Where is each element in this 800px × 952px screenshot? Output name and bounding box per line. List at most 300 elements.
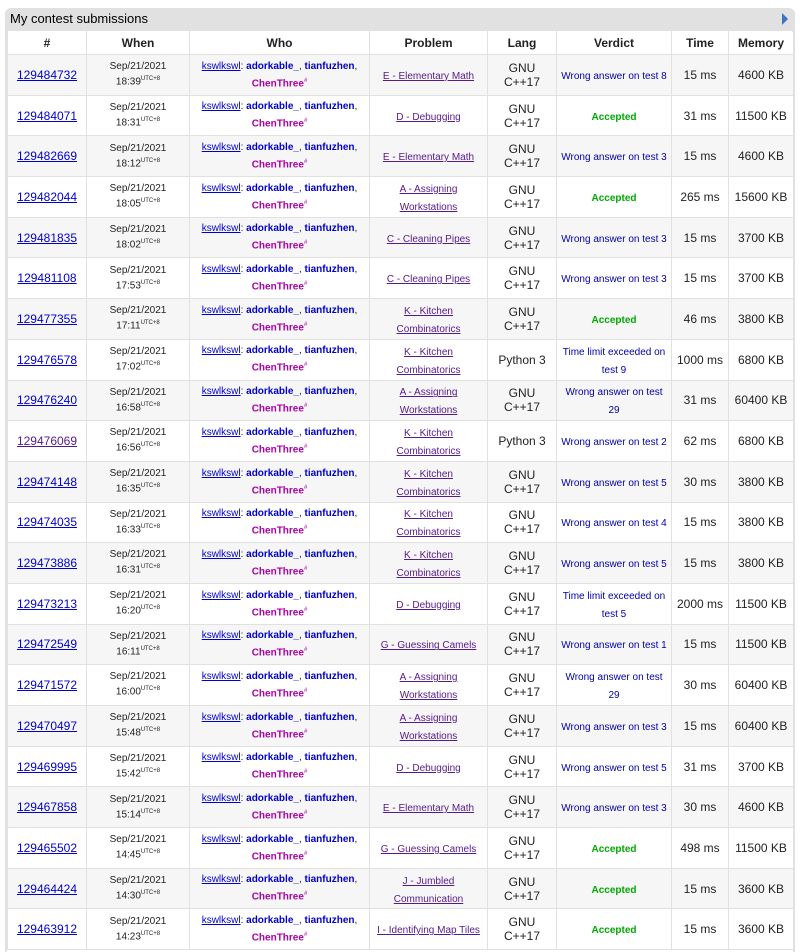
cell-when xyxy=(87,421,190,462)
cell-problem xyxy=(370,665,488,706)
cell-problem xyxy=(370,421,488,462)
team-name-link[interactable]: kswlkswl xyxy=(201,508,241,520)
verdict-text[interactable]: Accepted xyxy=(591,111,637,123)
member-link-2[interactable]: tianfuzhen xyxy=(304,670,355,682)
verdict-text[interactable]: Wrong answer on test 3 xyxy=(561,152,667,164)
member-link-3[interactable]: ChenThree xyxy=(251,281,304,293)
panel-title: My contest submissions xyxy=(10,11,148,26)
submission-time: 14:23 xyxy=(115,930,141,942)
cell-when xyxy=(87,258,190,299)
team-name-link[interactable]: kswlkswl xyxy=(201,182,241,194)
verdict-text[interactable]: Wrong answer on test 2 xyxy=(561,437,667,449)
cell-lang: GNU C++17 xyxy=(488,828,557,869)
cell-when xyxy=(87,95,190,136)
cell-when xyxy=(87,55,190,96)
member-link-3[interactable]: ChenThree xyxy=(251,118,304,130)
cell-who: kswlkswl: adorkable_, tianfuzhen, ChenThree# xyxy=(190,258,370,299)
table-row xyxy=(8,583,794,624)
member-link-3[interactable]: ChenThree xyxy=(251,729,304,740)
verdict-text[interactable]: Accepted xyxy=(591,925,637,937)
member-link-2[interactable]: tianfuzhen xyxy=(304,304,355,316)
cell-when xyxy=(87,380,190,421)
cell-id xyxy=(8,583,87,624)
verdict-text[interactable]: Wrong answer on test 29 xyxy=(565,672,663,702)
submission-time: 16:11 xyxy=(116,646,141,658)
table-row xyxy=(8,55,794,96)
member-link-1[interactable]: adorkable_ xyxy=(246,386,299,398)
cell-verdict xyxy=(557,177,672,218)
cell-when xyxy=(87,787,190,828)
member-link-1[interactable]: adorkable_ xyxy=(246,182,299,194)
member-link-1[interactable]: adorkable_ xyxy=(246,426,299,438)
member-link-2[interactable]: tianfuzhen xyxy=(304,548,355,560)
team-name-link[interactable]: kswlkswl xyxy=(201,711,241,723)
utc-label: UTC+8 xyxy=(140,930,161,937)
cell-problem xyxy=(370,502,488,543)
submission-id-link[interactable]: 129464424 xyxy=(16,881,78,896)
cell-lang: GNU C++17 xyxy=(488,543,557,584)
col-header-time: Time xyxy=(672,31,729,55)
cell-problem xyxy=(370,746,488,787)
problem-link[interactable]: A - Assigning Workstations xyxy=(399,183,458,213)
member-link-3[interactable]: ChenThree xyxy=(251,78,304,89)
member-link-1[interactable]: adorkable_ xyxy=(246,793,299,805)
submission-time: 16:35 xyxy=(115,483,141,495)
member-link-2[interactable]: tianfuzhen xyxy=(304,711,355,723)
member-link-1[interactable]: adorkable_ xyxy=(246,711,299,723)
submission-date: Sep/21/2021 xyxy=(109,834,167,846)
problem-link[interactable]: D - Debugging xyxy=(396,762,461,774)
cell-time: 30 ms xyxy=(672,461,729,502)
member-link-3[interactable]: ChenThree xyxy=(251,403,304,415)
table-row xyxy=(8,380,794,421)
cell-who: kswlkswl: adorkable_, tianfuzhen, ChenThree# xyxy=(190,665,370,706)
member-link-3[interactable]: ChenThree xyxy=(251,647,304,659)
verdict-text[interactable]: Wrong answer on test 29 xyxy=(565,387,663,417)
submission-time: 17:53 xyxy=(115,279,141,291)
team-name-link[interactable]: kswlkswl xyxy=(201,304,241,316)
member-link-2[interactable]: tianfuzhen xyxy=(304,345,355,357)
member-link-1[interactable]: adorkable_ xyxy=(246,874,299,886)
member-link-1[interactable]: adorkable_ xyxy=(246,60,299,72)
cell-time: 31 ms xyxy=(672,95,729,136)
table-row xyxy=(8,787,794,828)
member-link-2[interactable]: tianfuzhen xyxy=(304,264,355,276)
problem-link[interactable]: A - Assigning Workstations xyxy=(399,387,458,417)
submission-date: Sep/21/2021 xyxy=(109,752,167,764)
cell-problem xyxy=(370,299,488,340)
member-link-2[interactable]: tianfuzhen xyxy=(304,142,355,154)
team-name-link[interactable]: kswlkswl xyxy=(201,589,241,601)
verdict-text[interactable]: Wrong answer on test 3 xyxy=(561,803,667,815)
member-link-1[interactable]: adorkable_ xyxy=(246,467,299,479)
member-link-3[interactable]: ChenThree xyxy=(251,484,304,496)
cell-when xyxy=(87,828,190,869)
cell-time: 15 ms xyxy=(672,258,729,299)
member-link-2[interactable]: tianfuzhen xyxy=(304,101,355,113)
member-link-1[interactable]: adorkable_ xyxy=(246,101,299,113)
cell-problem xyxy=(370,177,488,218)
team-name-link[interactable]: kswlkswl xyxy=(201,752,241,764)
cell-problem xyxy=(370,624,488,665)
team-name-link[interactable]: kswlkswl xyxy=(201,467,241,479)
cell-id xyxy=(8,665,87,706)
cell-problem xyxy=(370,583,488,624)
cell-verdict xyxy=(557,909,672,950)
submission-id-link[interactable]: 129473213 xyxy=(16,596,78,611)
cell-when xyxy=(87,909,190,950)
team-name-link[interactable]: kswlkswl xyxy=(201,60,241,72)
member-link-2[interactable]: tianfuzhen xyxy=(304,589,355,601)
member-mark: # xyxy=(303,118,308,125)
team-name-link[interactable]: kswlkswl xyxy=(201,630,241,642)
submission-id-link[interactable]: 129463912 xyxy=(16,922,78,937)
submission-date: Sep/21/2021 xyxy=(109,549,167,561)
table-row xyxy=(8,746,794,787)
member-mark: # xyxy=(303,728,308,735)
cell-when xyxy=(87,217,190,258)
cell-lang: GNU C++17 xyxy=(488,868,557,909)
problem-link[interactable]: G - Guessing Camels xyxy=(380,843,477,855)
problem-link[interactable]: K - Kitchen Combinatorics xyxy=(396,428,461,458)
submission-id-link[interactable]: 129482044 xyxy=(16,189,78,204)
cell-when xyxy=(87,583,190,624)
cell-memory: 4600 KB xyxy=(729,787,794,828)
team-name-link[interactable]: kswlkswl xyxy=(201,386,241,398)
verdict-text[interactable]: Accepted xyxy=(591,314,637,326)
submission-date: Sep/21/2021 xyxy=(109,223,167,235)
cell-verdict xyxy=(557,543,672,584)
cell-problem xyxy=(370,909,488,950)
submission-date: Sep/21/2021 xyxy=(109,61,167,73)
cell-time: 62 ms xyxy=(672,421,729,462)
cell-who: kswlkswl: adorkable_, tianfuzhen, ChenThree# xyxy=(190,543,370,584)
member-mark: # xyxy=(303,403,308,410)
team-name-link[interactable]: kswlkswl xyxy=(201,426,241,438)
cell-id xyxy=(8,258,87,299)
submission-id-link[interactable]: 129469995 xyxy=(16,759,78,774)
submission-id-link[interactable]: 129482669 xyxy=(16,149,78,164)
submission-date: Sep/21/2021 xyxy=(109,793,167,805)
table-row xyxy=(8,868,794,909)
col-header-memory: Memory xyxy=(729,31,794,55)
cell-id xyxy=(8,624,87,665)
cell-time: 15 ms xyxy=(672,217,729,258)
member-mark: # xyxy=(303,565,308,572)
problem-link[interactable]: K - Kitchen Combinatorics xyxy=(396,509,461,539)
cell-who: kswlkswl: adorkable_, tianfuzhen, ChenThree# xyxy=(190,583,370,624)
submission-id-link[interactable]: 129470497 xyxy=(16,718,78,733)
verdict-text[interactable]: Accepted xyxy=(591,843,637,855)
submission-time: 18:39 xyxy=(115,76,141,88)
team-name-link[interactable]: kswlkswl xyxy=(201,264,241,276)
verdict-text[interactable]: Wrong answer on test 1 xyxy=(561,640,667,652)
problem-link[interactable]: J - Jumbled Communication xyxy=(393,875,464,905)
cell-id xyxy=(8,136,87,177)
cell-lang: GNU C++17 xyxy=(488,706,557,747)
member-link-1[interactable]: adorkable_ xyxy=(246,670,299,682)
submission-id-link[interactable]: 129474035 xyxy=(16,515,78,530)
cell-problem xyxy=(370,95,488,136)
cell-verdict xyxy=(557,136,672,177)
member-link-1[interactable]: adorkable_ xyxy=(246,142,299,154)
cell-id xyxy=(8,95,87,136)
problem-link[interactable]: E - Elementary Math xyxy=(382,803,475,815)
member-link-2[interactable]: tianfuzhen xyxy=(304,630,355,642)
team-name-link[interactable]: kswlkswl xyxy=(201,101,241,113)
cell-lang: GNU C++17 xyxy=(488,55,557,96)
cell-memory: 11500 KB xyxy=(729,95,794,136)
cell-verdict xyxy=(557,746,672,787)
cell-memory: 60400 KB xyxy=(729,380,794,421)
cell-time: 15 ms xyxy=(672,502,729,543)
member-link-1[interactable]: adorkable_ xyxy=(246,223,299,235)
table-row xyxy=(8,624,794,665)
team-name-link[interactable]: kswlkswl xyxy=(201,793,241,805)
submission-date: Sep/21/2021 xyxy=(109,468,167,480)
team-name-link[interactable]: kswlkswl xyxy=(201,833,241,845)
member-link-1[interactable]: adorkable_ xyxy=(246,264,299,276)
member-link-3[interactable]: ChenThree xyxy=(251,810,304,822)
submission-id-link[interactable]: 129465502 xyxy=(16,840,78,855)
cell-lang: GNU C++17 xyxy=(488,461,557,502)
cell-lang: GNU C++17 xyxy=(488,909,557,950)
cell-when xyxy=(87,706,190,747)
submission-date: Sep/21/2021 xyxy=(109,712,167,724)
member-mark: # xyxy=(303,199,308,206)
submission-id-link[interactable]: 129484732 xyxy=(16,67,78,82)
problem-link[interactable]: K - Kitchen Combinatorics xyxy=(396,346,461,376)
member-link-3[interactable]: ChenThree xyxy=(251,566,304,578)
cell-id xyxy=(8,380,87,421)
cell-id xyxy=(8,909,87,950)
submission-time: 17:11 xyxy=(116,320,141,332)
submission-id-link[interactable]: 129481108 xyxy=(17,271,77,286)
member-link-2[interactable]: tianfuzhen xyxy=(304,915,355,927)
col-header-who: Who xyxy=(190,31,370,55)
member-link-3[interactable]: ChenThree xyxy=(251,159,304,171)
member-link-3[interactable]: ChenThree xyxy=(251,525,304,537)
member-link-3[interactable]: ChenThree xyxy=(251,606,304,618)
team-name-link[interactable]: kswlkswl xyxy=(201,345,241,357)
submission-date: Sep/21/2021 xyxy=(109,427,167,439)
submission-date: Sep/21/2021 xyxy=(109,508,167,520)
cell-memory: 4600 KB xyxy=(729,136,794,177)
team-name-link[interactable]: kswlkswl xyxy=(201,548,241,560)
member-link-2[interactable]: tianfuzhen xyxy=(304,833,355,845)
cell-time: 31 ms xyxy=(672,746,729,787)
cell-time: 498 ms xyxy=(672,828,729,869)
submission-id-link[interactable]: 129476069 xyxy=(16,434,78,449)
cell-id xyxy=(8,461,87,502)
verdict-text[interactable]: Wrong answer on test 5 xyxy=(561,762,667,774)
member-mark: # xyxy=(303,240,308,247)
cell-when xyxy=(87,502,190,543)
member-link-3[interactable]: ChenThree xyxy=(251,444,304,456)
utc-label: UTC+8 xyxy=(140,767,161,774)
member-link-1[interactable]: adorkable_ xyxy=(246,589,299,601)
member-link-1[interactable]: adorkable_ xyxy=(246,630,299,642)
cell-who: kswlkswl: adorkable_, tianfuzhen, ChenThree# xyxy=(190,706,370,747)
cell-problem xyxy=(370,461,488,502)
cell-lang: GNU C++17 xyxy=(488,502,557,543)
cell-who: kswlkswl: adorkable_, tianfuzhen, ChenThree# xyxy=(190,909,370,950)
problem-link[interactable]: I - Identifying Map Tiles xyxy=(377,925,480,937)
cell-time: 15 ms xyxy=(672,868,729,909)
cell-time: 15 ms xyxy=(672,543,729,584)
member-mark: # xyxy=(303,77,308,84)
submission-time: 16:58 xyxy=(115,402,141,413)
submission-time: 18:31 xyxy=(115,117,141,129)
cell-problem xyxy=(370,543,488,584)
member-mark: # xyxy=(303,932,308,939)
utc-label: UTC+8 xyxy=(140,238,161,245)
problem-link[interactable]: E - Elementary Math xyxy=(382,70,475,82)
member-link-2[interactable]: tianfuzhen xyxy=(304,426,355,438)
verdict-text[interactable]: Time limit exceeded on test 9 xyxy=(562,346,666,376)
team-name-link[interactable]: kswlkswl xyxy=(201,223,241,235)
member-link-1[interactable]: adorkable_ xyxy=(246,548,299,560)
problem-link[interactable]: K - Kitchen Combinatorics xyxy=(396,305,461,335)
submission-id-link[interactable]: 129472549 xyxy=(16,637,78,652)
member-link-1[interactable]: adorkable_ xyxy=(246,345,299,357)
cell-problem xyxy=(370,787,488,828)
table-row xyxy=(8,217,794,258)
cell-id xyxy=(8,706,87,747)
submission-id-link[interactable]: 129473886 xyxy=(16,556,78,571)
member-link-1[interactable]: adorkable_ xyxy=(246,915,299,927)
problem-link[interactable]: C - Cleaning Pipes xyxy=(386,233,471,245)
cell-problem xyxy=(370,706,488,747)
team-name-link[interactable]: kswlkswl xyxy=(201,670,241,682)
verdict-text[interactable]: Wrong answer on test 3 xyxy=(561,721,667,733)
member-link-1[interactable]: adorkable_ xyxy=(246,304,299,316)
member-link-2[interactable]: tianfuzhen xyxy=(304,386,355,398)
verdict-text[interactable]: Time limit exceeded on test 5 xyxy=(562,590,666,620)
table-row xyxy=(8,706,794,747)
team-name-link[interactable]: kswlkswl xyxy=(201,142,241,154)
table-row xyxy=(8,339,794,380)
cell-id xyxy=(8,787,87,828)
member-link-3[interactable]: ChenThree xyxy=(251,891,304,903)
cell-memory: 3800 KB xyxy=(729,299,794,340)
team-name-link[interactable]: kswlkswl xyxy=(201,874,241,886)
expand-arrow-icon[interactable] xyxy=(782,13,788,25)
member-link-3[interactable]: ChenThree xyxy=(251,200,304,212)
problem-link[interactable]: C - Cleaning Pipes xyxy=(386,274,471,286)
member-link-2[interactable]: tianfuzhen xyxy=(304,793,355,805)
submission-id-link[interactable]: 129484071 xyxy=(16,108,78,123)
submission-id-link[interactable]: 129481835 xyxy=(16,230,78,245)
cell-verdict xyxy=(557,665,672,706)
cell-verdict xyxy=(557,706,672,747)
submission-time: 18:05 xyxy=(115,198,141,210)
submission-id-link[interactable]: 129476240 xyxy=(16,393,78,408)
member-link-2[interactable]: tianfuzhen xyxy=(304,467,355,479)
submission-id-link[interactable]: 129477355 xyxy=(16,311,78,326)
cell-memory: 60400 KB xyxy=(729,665,794,706)
submissions-table xyxy=(7,30,793,950)
cell-memory: 3600 KB xyxy=(729,868,794,909)
cell-who: kswlkswl: adorkable_, tianfuzhen, ChenThree# xyxy=(190,217,370,258)
member-link-3[interactable]: ChenThree xyxy=(251,362,304,374)
member-link-1[interactable]: adorkable_ xyxy=(246,833,299,845)
submission-id-link[interactable]: 129467858 xyxy=(16,800,78,815)
cell-memory: 15600 KB xyxy=(729,177,794,218)
member-link-3[interactable]: ChenThree xyxy=(251,769,304,781)
problem-link[interactable]: A - Assigning Workstations xyxy=(399,672,458,702)
problem-link[interactable]: A - Assigning Workstations xyxy=(399,712,458,742)
member-link-2[interactable]: tianfuzhen xyxy=(304,223,355,235)
cell-verdict xyxy=(557,502,672,543)
submission-id-link[interactable]: 129476578 xyxy=(16,352,78,367)
verdict-text[interactable]: Wrong answer on test 5 xyxy=(561,559,667,571)
table-row xyxy=(8,665,794,706)
cell-time: 31 ms xyxy=(672,380,729,421)
problem-link[interactable]: K - Kitchen Combinatorics xyxy=(396,468,461,498)
problem-link[interactable]: G - Guessing Camels xyxy=(380,640,477,652)
member-link-2[interactable]: tianfuzhen xyxy=(304,182,355,194)
member-link-2[interactable]: tianfuzhen xyxy=(304,752,355,764)
member-link-3[interactable]: ChenThree xyxy=(251,322,304,334)
cell-id xyxy=(8,55,87,96)
submission-time: 15:14 xyxy=(115,808,141,820)
submission-id-link[interactable]: 129474148 xyxy=(16,474,78,489)
submission-time: 15:48 xyxy=(115,727,141,739)
member-link-3[interactable]: ChenThree xyxy=(251,240,304,252)
problem-link[interactable]: E - Elementary Math xyxy=(382,152,475,164)
cell-who: kswlkswl: adorkable_, tianfuzhen, ChenThree# xyxy=(190,95,370,136)
problem-link[interactable]: K - Kitchen Combinatorics xyxy=(396,550,461,580)
submission-id-link[interactable]: 129471572 xyxy=(16,678,78,693)
member-link-3[interactable]: ChenThree xyxy=(251,851,304,863)
verdict-text[interactable]: Wrong answer on test 5 xyxy=(561,477,667,489)
submission-date: Sep/21/2021 xyxy=(109,386,167,398)
cell-who: kswlkswl: adorkable_, tianfuzhen, ChenThree# xyxy=(190,787,370,828)
cell-verdict xyxy=(557,299,672,340)
member-link-3[interactable]: ChenThree xyxy=(251,688,304,700)
submission-date: Sep/21/2021 xyxy=(109,671,167,683)
verdict-text[interactable]: Wrong answer on test 8 xyxy=(561,70,667,82)
member-link-3[interactable]: ChenThree xyxy=(251,932,304,944)
member-link-2[interactable]: tianfuzhen xyxy=(304,874,355,886)
member-link-1[interactable]: adorkable_ xyxy=(246,752,299,764)
cell-lang: GNU C++17 xyxy=(488,258,557,299)
cell-lang: GNU C++17 xyxy=(488,380,557,421)
submission-date: Sep/21/2021 xyxy=(109,630,167,642)
verdict-text[interactable]: Accepted xyxy=(591,192,637,204)
submission-date: Sep/21/2021 xyxy=(109,101,167,113)
verdict-text[interactable]: Accepted xyxy=(591,884,637,896)
col-header-problem: Problem xyxy=(370,31,488,55)
cell-who: kswlkswl: adorkable_, tianfuzhen, ChenThree# xyxy=(190,177,370,218)
verdict-text[interactable]: Wrong answer on test 4 xyxy=(561,518,667,530)
table-header-row xyxy=(8,31,794,55)
cell-time: 30 ms xyxy=(672,665,729,706)
cell-id xyxy=(8,299,87,340)
member-link-1[interactable]: adorkable_ xyxy=(246,508,299,520)
team-name-link[interactable]: kswlkswl xyxy=(201,915,241,927)
table-row xyxy=(8,136,794,177)
member-link-2[interactable]: tianfuzhen xyxy=(304,508,355,520)
verdict-text[interactable]: Wrong answer on test 3 xyxy=(561,274,667,286)
problem-link[interactable]: D - Debugging xyxy=(396,599,461,611)
member-link-2[interactable]: tianfuzhen xyxy=(304,60,355,72)
cell-id xyxy=(8,868,87,909)
verdict-text[interactable]: Wrong answer on test 3 xyxy=(561,233,667,245)
problem-link[interactable]: D - Debugging xyxy=(396,111,461,123)
utc-label: UTC+8 xyxy=(140,849,161,856)
